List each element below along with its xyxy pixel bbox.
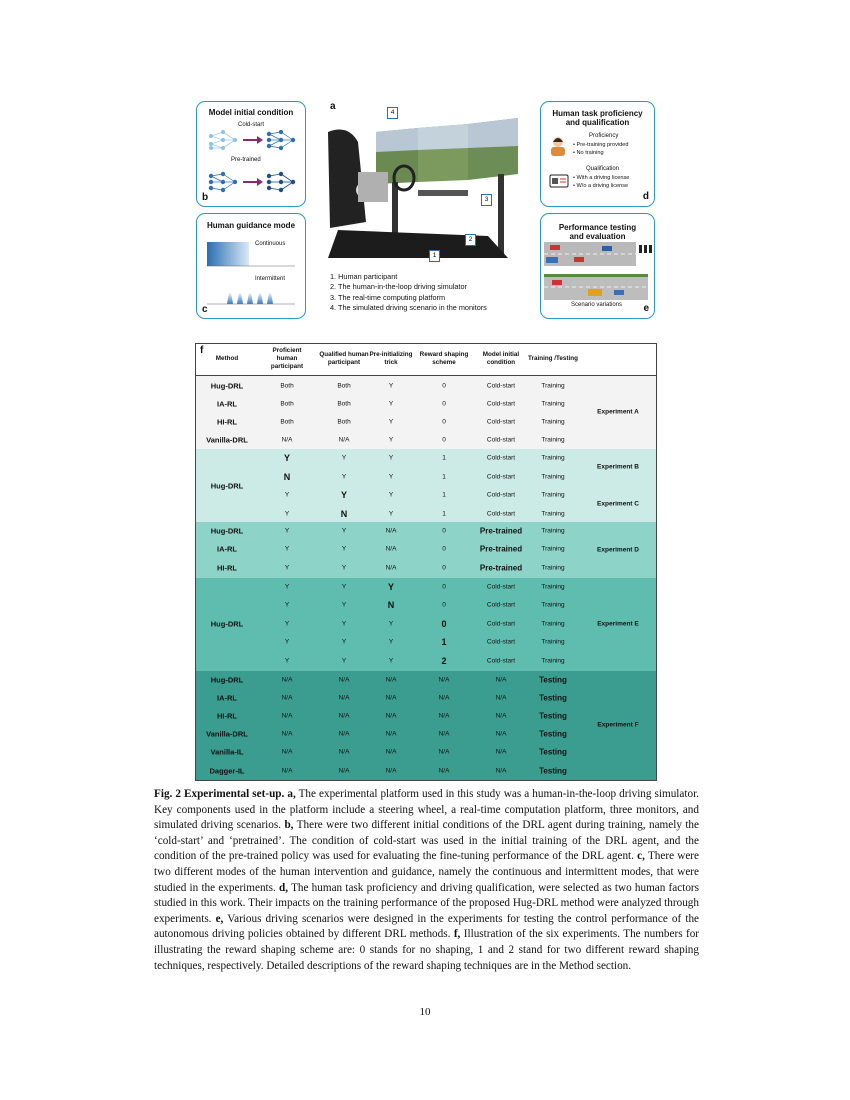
table-cell: Y	[341, 583, 347, 591]
table-cell: Y	[388, 657, 394, 665]
column-header: Method	[215, 355, 239, 362]
panel-d-label: d	[642, 191, 649, 202]
legend-item: 2. The human-in-the-loop driving simulator	[330, 282, 467, 292]
person-icon	[549, 136, 567, 156]
table-cell: N/A	[438, 767, 450, 775]
table-cell: Y	[388, 436, 394, 444]
table-cell: Y	[341, 564, 347, 572]
table-cell: N/A	[385, 730, 397, 738]
table-cell: Cold-start	[486, 382, 516, 390]
driving-simulator-photo	[318, 112, 528, 272]
table-cell: N/A	[338, 767, 350, 775]
method-cell: IA-RL	[217, 399, 237, 409]
table-cell: Y	[284, 510, 290, 518]
table-cell: Y	[388, 382, 394, 390]
method-cell: IA-RL	[217, 544, 237, 554]
panel-e-title: Performance testing and evaluation	[558, 223, 637, 241]
method-cell: HI-RL	[217, 711, 237, 721]
table-cell: Y	[388, 638, 394, 646]
table-cell: 0	[442, 418, 446, 426]
table-cell: N/A	[438, 748, 450, 756]
column-header: Training /Testing	[528, 355, 578, 362]
table-cell: Training	[541, 436, 565, 444]
table-cell: Testing	[539, 747, 567, 757]
table-cell: N/A	[438, 712, 450, 720]
method-cell: HI-RL	[217, 417, 237, 427]
table-cell: Both	[337, 400, 351, 408]
panel-f-label: f	[200, 345, 204, 356]
table-cell: Training	[541, 382, 565, 390]
table-cell: Y	[341, 454, 347, 462]
table-cell: Testing	[539, 693, 567, 703]
marker-1: 1	[429, 250, 440, 262]
table-cell: Training	[541, 510, 565, 518]
scenario-variations-label: Scenario variations	[571, 302, 623, 308]
table-cell: Training	[541, 454, 565, 462]
table-cell: Y	[341, 527, 347, 535]
table-cell: 0	[442, 382, 446, 390]
panel-c-title: Human guidance mode	[207, 221, 296, 230]
table-cell: N	[283, 472, 291, 482]
table-cell: 0	[442, 400, 446, 408]
method-cell: Vanilla-DRL	[206, 729, 248, 739]
table-cell: Cold-start	[486, 418, 516, 426]
panel-b-label: b	[202, 192, 209, 203]
table-cell: Pre-trained	[479, 563, 523, 573]
experiment-label: Experiment B	[597, 463, 639, 471]
table-cell: Y	[284, 657, 290, 665]
experiments-table	[195, 343, 657, 781]
table-cell: Cold-start	[486, 657, 516, 665]
table-cell: 0	[442, 436, 446, 444]
qualification-heading: Qualification	[586, 166, 620, 172]
neural-network-diagram	[205, 130, 299, 196]
continuous-bar	[207, 242, 249, 266]
table-cell: Training	[541, 400, 565, 408]
marker-2: 2	[465, 234, 476, 246]
band-experiment-bc	[196, 449, 656, 522]
caption-lead: Fig. 2 Experimental set-up.	[154, 788, 285, 800]
table-cell: N/A	[338, 694, 350, 702]
table-cell: Y	[284, 620, 290, 628]
table-cell: Y	[388, 473, 394, 481]
table-cell: Y	[388, 510, 394, 518]
table-cell: Y	[340, 490, 348, 500]
experiment-label: Experiment F	[597, 721, 639, 729]
table-cell: N/A	[385, 694, 397, 702]
legend-item: 4. The simulated driving scenario in the monitors	[330, 303, 487, 313]
table-cell: 0	[442, 601, 446, 609]
panel-human-guidance-mode	[196, 213, 306, 319]
method-cell-group-bc: Hug-DRL	[210, 481, 244, 491]
method-cell: IA-RL	[217, 693, 237, 703]
table-cell: Cold-start	[486, 620, 516, 628]
table-cell: 2	[441, 656, 447, 666]
table-cell: Y	[284, 601, 290, 609]
table-cell: Both	[280, 418, 294, 426]
table-cell: Pre-trained	[479, 544, 523, 554]
method-cell: Hug-DRL	[210, 381, 244, 391]
table-cell: N/A	[495, 712, 507, 720]
marker-3: 3	[481, 194, 492, 206]
table-cell: N/A	[385, 545, 397, 553]
table-cell: Cold-start	[486, 400, 516, 408]
table-cell: N/A	[385, 564, 397, 572]
table-cell: N/A	[385, 527, 397, 535]
band-experiment-f	[196, 671, 656, 780]
figure-caption: Fig. 2 Experimental set-up. a, The experimental platform used in this study was a human-in-the-loop driving simulator. Key components used in the platform include a steering wheel, a real-time computation platform, three monitors, and simulated driving scenarios. b, There were two different initial conditions of the DRL agent during training, namely the ‘cold-start’ and ‘pretrained’. The condition of cold-start was used in the initial training of the DRL agent, and the condition of the pre-trained policy was used for evaluating the fine-tuning performance of the DRL agent. c, There were two different modes of the human intervention and guidance, namely the continuous and intermittent modes, that were studied in the experiments. d, The human task proficiency and driving qualification, were selected as two human factors studied in this work. Their impacts on the training performance of the proposed Hug-DRL method were analyzed through experiments. e, Various driving scenarios were designed in the experiments for testing the control performance of the autonomous driving policies obtained by different DRL methods. f, Illustration of the six experiments. The numbers for illustrating the reward shaping scheme are: 0 stands for no shaping, 1 and 2 stand for two different reward shaping techniques, respectively. Detailed descriptions of the reward shaping techniques are in the Method section.	[154, 788, 700, 972]
band-experiment-d	[196, 522, 656, 578]
experiment-label: Experiment C	[597, 500, 639, 508]
panel-b-title: Model initial condition	[208, 108, 294, 117]
table-cell: Cold-start	[486, 601, 516, 609]
scenario-variations-graphic	[544, 242, 652, 300]
table-cell: N	[340, 509, 348, 519]
table-cell: N/A	[385, 712, 397, 720]
panel-model-initial-condition	[196, 101, 306, 207]
table-cell: N/A	[495, 694, 507, 702]
table-cell: Y	[341, 620, 347, 628]
legend-item: 1. Human participant	[330, 272, 398, 281]
table-cell: N/A	[495, 748, 507, 756]
table-cell: Y	[388, 454, 394, 462]
table-cell: Y	[284, 491, 290, 499]
table-cell: 0	[441, 619, 447, 629]
qualification-list: • With a driving license • W/o a driving license	[573, 175, 630, 189]
table-cell: Pre-trained	[479, 526, 523, 536]
column-header: Reward shaping scheme	[419, 351, 469, 366]
table-cell: N/A	[438, 676, 450, 684]
table-cell: N/A	[281, 730, 293, 738]
table-cell: 1	[442, 454, 446, 462]
cold-start-network-icon	[209, 130, 237, 150]
proficiency-heading: Proficiency	[589, 133, 619, 139]
table-cell: N/A	[438, 730, 450, 738]
table-cell: N/A	[438, 694, 450, 702]
table-cell: Training	[541, 601, 565, 609]
table-cell: Cold-start	[486, 491, 516, 499]
table-cell: N/A	[385, 748, 397, 756]
table-cell: 1	[441, 637, 447, 647]
table-cell: Testing	[539, 766, 567, 776]
table-cell: Both	[280, 382, 294, 390]
table-cell: Y	[387, 582, 395, 592]
column-header: Pre-initializing trick	[369, 351, 413, 366]
method-cell: Hug-DRL	[210, 675, 244, 685]
table-cell: Training	[541, 473, 565, 481]
table-cell: Cold-start	[486, 436, 516, 444]
intermittent-label: Intermittent	[255, 276, 286, 282]
table-cell: N/A	[385, 676, 397, 684]
table-cell: Both	[280, 400, 294, 408]
table-cell: N/A	[338, 712, 350, 720]
table-cell: Y	[284, 564, 290, 572]
table-cell: 0	[442, 527, 446, 535]
table-cell: Y	[283, 453, 291, 463]
panel-d-title: Human task proficiency and qualification	[552, 109, 643, 127]
table-cell: Y	[388, 418, 394, 426]
panel-human-task-proficiency	[540, 101, 655, 207]
pretrained-network-icon	[209, 172, 295, 192]
table-cell: Training	[541, 545, 565, 553]
table-cell: Training	[541, 418, 565, 426]
continuous-label: Continuous	[255, 241, 286, 247]
panel-a-label: a	[330, 101, 336, 112]
table-cell: Y	[341, 545, 347, 553]
table-cell: 0	[442, 583, 446, 591]
table-cell: 0	[442, 564, 446, 572]
table-cell: 0	[442, 545, 446, 553]
table-cell: N/A	[495, 676, 507, 684]
table-cell: Y	[388, 400, 394, 408]
table-cell: Training	[541, 638, 565, 646]
method-cell: Dagger-IL	[209, 766, 245, 776]
table-cell: 1	[442, 473, 446, 481]
table-cell: Y	[284, 583, 290, 591]
table-cell: Both	[337, 382, 351, 390]
table-cell: Y	[388, 620, 394, 628]
method-cell: Vanilla-IL	[210, 747, 244, 757]
table-cell: Training	[541, 620, 565, 628]
table-cell: N/A	[338, 748, 350, 756]
simulator-legend	[330, 272, 487, 314]
method-cell-group-e: Hug-DRL	[210, 619, 244, 629]
table-cell: Y	[284, 638, 290, 646]
band-experiment-a	[196, 375, 656, 449]
column-header: Model initial condition	[482, 351, 520, 366]
table-cell: Training	[541, 657, 565, 665]
experiment-label: Experiment D	[597, 546, 639, 554]
table-cell: N/A	[281, 748, 293, 756]
table-cell: N/A	[338, 436, 350, 444]
table-cell: Y	[341, 601, 347, 609]
table-cell: N/A	[385, 767, 397, 775]
table-cell: Cold-start	[486, 583, 516, 591]
table-cell: N/A	[495, 730, 507, 738]
table-cell: N/A	[281, 694, 293, 702]
table-cell: N/A	[281, 767, 293, 775]
method-cell: Vanilla-DRL	[206, 435, 248, 445]
table-cell: Y	[341, 657, 347, 665]
table-cell: Y	[284, 527, 290, 535]
panel-performance-testing	[540, 213, 655, 319]
panel-c-label: c	[202, 304, 208, 315]
trained-network-icon	[267, 130, 295, 150]
method-cell: HI-RL	[217, 563, 237, 573]
table-cell: Training	[541, 564, 565, 572]
legend-item: 3. The real-time computing platform	[330, 292, 446, 302]
marker-4: 4	[387, 107, 398, 119]
table-cell: N/A	[338, 676, 350, 684]
band-experiment-e	[196, 578, 656, 671]
table-cell: 1	[442, 491, 446, 499]
cold-start-label: Cold-start	[237, 122, 264, 128]
driving-license-icon	[549, 174, 569, 188]
table-cell: N/A	[281, 676, 293, 684]
table-cell: N/A	[281, 436, 293, 444]
experiment-label: Experiment E	[597, 620, 639, 628]
proficiency-list: • Pre-training provided • No training	[573, 142, 629, 156]
table-cell: N/A	[281, 712, 293, 720]
table-cell: Cold-start	[486, 638, 516, 646]
pre-trained-label: Pre-trained	[231, 157, 261, 163]
panel-e-label: e	[643, 303, 649, 314]
experiment-label: Experiment A	[597, 408, 639, 416]
table-cell: 1	[442, 510, 446, 518]
table-cell: N/A	[338, 730, 350, 738]
table-cell: Cold-start	[486, 473, 516, 481]
table-cell: Training	[541, 527, 565, 535]
table-cell: Cold-start	[486, 510, 516, 518]
table-cell: Both	[337, 418, 351, 426]
table-cell: Training	[541, 491, 565, 499]
arrow-right-icon	[243, 136, 263, 144]
table-cell: Testing	[539, 711, 567, 721]
table-cell: Testing	[539, 729, 567, 739]
page-number: 10	[419, 1006, 431, 1018]
table-cell: N	[387, 600, 395, 610]
table-cell: Y	[388, 491, 394, 499]
method-cell: Hug-DRL	[210, 526, 244, 536]
table-cell: Y	[341, 638, 347, 646]
table-cell: Training	[541, 583, 565, 591]
column-header: Proficient human participant	[270, 347, 304, 370]
table-cell: Testing	[539, 675, 567, 685]
table-cell: Cold-start	[486, 454, 516, 462]
table-cell: Y	[284, 545, 290, 553]
table-cell: Y	[341, 473, 347, 481]
table-cell: N/A	[495, 767, 507, 775]
column-header: Qualified human participant	[319, 351, 369, 366]
